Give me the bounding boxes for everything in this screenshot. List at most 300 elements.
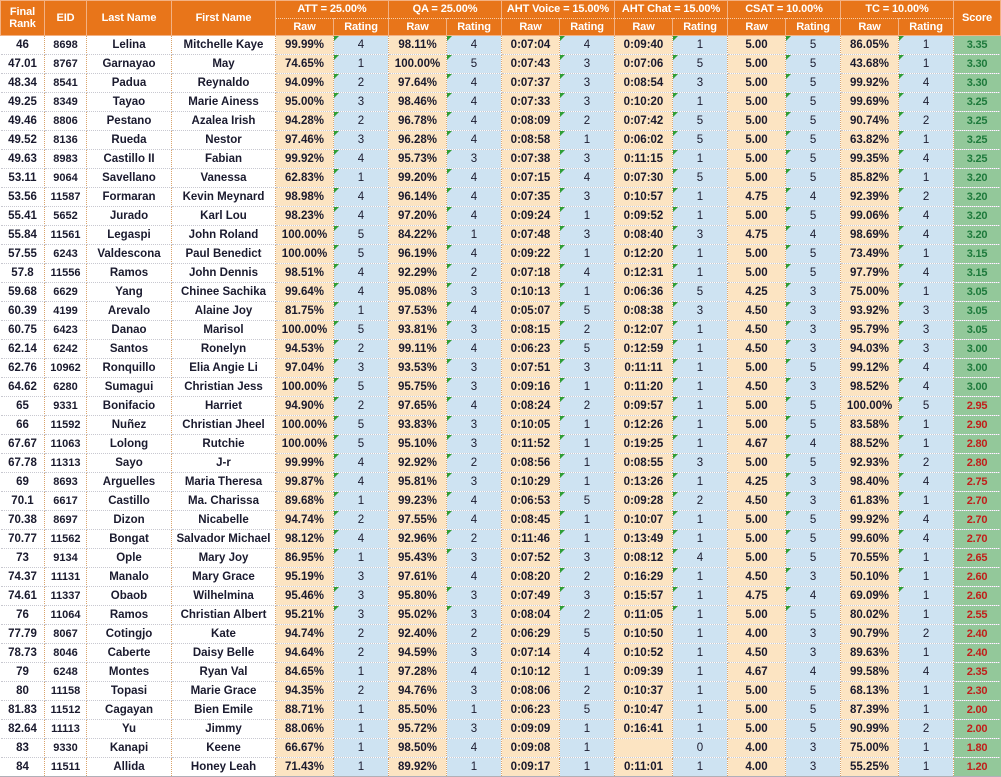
cell-tc-raw[interactable]: 89.63% bbox=[841, 644, 899, 663]
cell-ahtc-rating[interactable]: 1 bbox=[673, 264, 728, 283]
cell-ahtc-raw[interactable]: 0:09:52 bbox=[615, 207, 673, 226]
cell-tc-rating[interactable]: 2 bbox=[899, 720, 954, 739]
cell-final-rank[interactable]: 53.56 bbox=[1, 188, 45, 207]
cell-att-raw[interactable]: 95.19% bbox=[276, 568, 334, 587]
cell-csat-raw[interactable]: 5.00 bbox=[728, 359, 786, 378]
cell-csat-raw[interactable]: 5.00 bbox=[728, 416, 786, 435]
cell-csat-raw[interactable]: 4.50 bbox=[728, 492, 786, 511]
cell-ahtv-rating[interactable]: 5 bbox=[560, 340, 615, 359]
cell-csat-rating[interactable]: 3 bbox=[786, 283, 841, 302]
cell-qa-raw[interactable]: 99.23% bbox=[389, 492, 447, 511]
cell-qa-raw[interactable]: 96.78% bbox=[389, 112, 447, 131]
cell-first-name[interactable]: Kevin Meynard bbox=[172, 188, 276, 207]
cell-ahtv-rating[interactable]: 3 bbox=[560, 587, 615, 606]
cell-csat-raw[interactable]: 5.00 bbox=[728, 55, 786, 74]
cell-ahtv-rating[interactable]: 5 bbox=[560, 625, 615, 644]
cell-qa-rating[interactable]: 4 bbox=[447, 74, 502, 93]
cell-att-raw[interactable]: 98.23% bbox=[276, 207, 334, 226]
cell-first-name[interactable]: Marie Ainess bbox=[172, 93, 276, 112]
cell-csat-raw[interactable]: 5.00 bbox=[728, 36, 786, 55]
cell-final-rank[interactable]: 84 bbox=[1, 758, 45, 777]
table-row[interactable] bbox=[1, 701, 1001, 720]
cell-ahtv-raw[interactable]: 0:06:23 bbox=[502, 340, 560, 359]
cell-last-name[interactable]: Tayao bbox=[87, 93, 172, 112]
cell-qa-rating[interactable]: 4 bbox=[447, 663, 502, 682]
cell-att-rating[interactable]: 5 bbox=[334, 378, 389, 397]
column-header-csat-raw[interactable]: Raw bbox=[728, 18, 786, 36]
cell-last-name[interactable]: Arguelles bbox=[87, 473, 172, 492]
cell-qa-raw[interactable]: 95.73% bbox=[389, 150, 447, 169]
cell-qa-raw[interactable]: 92.96% bbox=[389, 530, 447, 549]
cell-eid[interactable]: 10962 bbox=[45, 359, 87, 378]
cell-ahtv-rating[interactable]: 4 bbox=[560, 36, 615, 55]
cell-csat-rating[interactable]: 5 bbox=[786, 359, 841, 378]
cell-score[interactable]: 3.20 bbox=[954, 188, 1001, 207]
cell-tc-raw[interactable]: 63.82% bbox=[841, 131, 899, 150]
column-header-score[interactable]: Score bbox=[954, 1, 1001, 36]
cell-ahtc-rating[interactable]: 5 bbox=[673, 112, 728, 131]
cell-ahtv-rating[interactable]: 1 bbox=[560, 454, 615, 473]
cell-qa-raw[interactable]: 98.11% bbox=[389, 36, 447, 55]
cell-eid[interactable]: 8697 bbox=[45, 511, 87, 530]
cell-first-name[interactable]: Marie Grace bbox=[172, 682, 276, 701]
cell-ahtv-rating[interactable]: 1 bbox=[560, 131, 615, 150]
cell-eid[interactable]: 11511 bbox=[45, 758, 87, 777]
cell-tc-rating[interactable]: 2 bbox=[899, 454, 954, 473]
cell-ahtc-rating[interactable]: 1 bbox=[673, 606, 728, 625]
cell-score[interactable]: 2.80 bbox=[954, 454, 1001, 473]
cell-eid[interactable]: 11158 bbox=[45, 682, 87, 701]
cell-csat-rating[interactable]: 3 bbox=[786, 568, 841, 587]
cell-att-rating[interactable]: 1 bbox=[334, 169, 389, 188]
cell-att-raw[interactable]: 99.99% bbox=[276, 454, 334, 473]
cell-tc-raw[interactable]: 68.13% bbox=[841, 682, 899, 701]
cell-first-name[interactable]: Rutchie bbox=[172, 435, 276, 454]
cell-final-rank[interactable]: 66 bbox=[1, 416, 45, 435]
cell-first-name[interactable]: Wilhelmina bbox=[172, 587, 276, 606]
cell-ahtc-rating[interactable]: 1 bbox=[673, 207, 728, 226]
cell-qa-rating[interactable]: 3 bbox=[447, 587, 502, 606]
cell-att-rating[interactable]: 2 bbox=[334, 511, 389, 530]
cell-qa-raw[interactable]: 98.46% bbox=[389, 93, 447, 112]
cell-ahtv-raw[interactable]: 0:06:29 bbox=[502, 625, 560, 644]
cell-tc-raw[interactable]: 75.00% bbox=[841, 739, 899, 758]
table-row[interactable] bbox=[1, 473, 1001, 492]
cell-tc-raw[interactable]: 97.79% bbox=[841, 264, 899, 283]
cell-first-name[interactable]: Salvador Michael bbox=[172, 530, 276, 549]
cell-score[interactable]: 3.20 bbox=[954, 207, 1001, 226]
cell-ahtc-raw[interactable]: 0:10:57 bbox=[615, 188, 673, 207]
column-header-lname[interactable]: Last Name bbox=[87, 1, 172, 36]
cell-csat-raw[interactable]: 4.67 bbox=[728, 663, 786, 682]
cell-att-rating[interactable]: 4 bbox=[334, 150, 389, 169]
cell-ahtc-rating[interactable]: 1 bbox=[673, 758, 728, 777]
cell-ahtc-raw[interactable] bbox=[615, 739, 673, 758]
cell-qa-rating[interactable]: 4 bbox=[447, 188, 502, 207]
cell-eid[interactable]: 9330 bbox=[45, 739, 87, 758]
cell-first-name[interactable]: Ma. Charissa bbox=[172, 492, 276, 511]
cell-ahtv-raw[interactable]: 0:06:23 bbox=[502, 701, 560, 720]
cell-ahtc-raw[interactable]: 0:09:39 bbox=[615, 663, 673, 682]
cell-last-name[interactable]: Savellano bbox=[87, 169, 172, 188]
cell-score[interactable]: 1.20 bbox=[954, 758, 1001, 777]
cell-csat-rating[interactable]: 5 bbox=[786, 93, 841, 112]
cell-ahtv-raw[interactable]: 0:10:12 bbox=[502, 663, 560, 682]
cell-ahtc-raw[interactable]: 0:12:26 bbox=[615, 416, 673, 435]
column-header-qa[interactable]: QA = 25.00% bbox=[389, 1, 502, 19]
table-row[interactable] bbox=[1, 416, 1001, 435]
cell-att-raw[interactable]: 86.95% bbox=[276, 549, 334, 568]
cell-tc-raw[interactable]: 99.92% bbox=[841, 74, 899, 93]
cell-final-rank[interactable]: 81.83 bbox=[1, 701, 45, 720]
table-row[interactable] bbox=[1, 264, 1001, 283]
cell-tc-raw[interactable]: 92.39% bbox=[841, 188, 899, 207]
cell-first-name[interactable]: Bien Emile bbox=[172, 701, 276, 720]
cell-ahtv-rating[interactable]: 4 bbox=[560, 169, 615, 188]
cell-eid[interactable]: 11113 bbox=[45, 720, 87, 739]
cell-score[interactable]: 2.30 bbox=[954, 682, 1001, 701]
table-row[interactable] bbox=[1, 150, 1001, 169]
cell-att-rating[interactable]: 1 bbox=[334, 758, 389, 777]
cell-last-name[interactable]: Caberte bbox=[87, 644, 172, 663]
cell-csat-raw[interactable]: 5.00 bbox=[728, 93, 786, 112]
cell-score[interactable]: 2.80 bbox=[954, 435, 1001, 454]
cell-qa-rating[interactable]: 4 bbox=[447, 93, 502, 112]
cell-csat-rating[interactable]: 3 bbox=[786, 340, 841, 359]
cell-ahtv-raw[interactable]: 0:10:29 bbox=[502, 473, 560, 492]
cell-att-rating[interactable]: 4 bbox=[334, 283, 389, 302]
cell-ahtv-raw[interactable]: 0:07:49 bbox=[502, 587, 560, 606]
cell-tc-raw[interactable]: 100.00% bbox=[841, 397, 899, 416]
cell-qa-rating[interactable]: 4 bbox=[447, 207, 502, 226]
cell-tc-rating[interactable]: 1 bbox=[899, 492, 954, 511]
cell-tc-raw[interactable]: 98.40% bbox=[841, 473, 899, 492]
cell-last-name[interactable]: Jurado bbox=[87, 207, 172, 226]
cell-ahtc-rating[interactable]: 3 bbox=[673, 226, 728, 245]
cell-ahtv-raw[interactable]: 0:08:20 bbox=[502, 568, 560, 587]
cell-qa-raw[interactable]: 93.53% bbox=[389, 359, 447, 378]
cell-att-raw[interactable]: 98.98% bbox=[276, 188, 334, 207]
cell-eid[interactable]: 8693 bbox=[45, 473, 87, 492]
cell-ahtv-raw[interactable]: 0:10:05 bbox=[502, 416, 560, 435]
cell-ahtc-raw[interactable]: 0:12:59 bbox=[615, 340, 673, 359]
cell-ahtc-rating[interactable]: 1 bbox=[673, 340, 728, 359]
cell-last-name[interactable]: Rueda bbox=[87, 131, 172, 150]
cell-csat-rating[interactable]: 5 bbox=[786, 454, 841, 473]
cell-score[interactable]: 2.65 bbox=[954, 549, 1001, 568]
cell-tc-raw[interactable]: 43.68% bbox=[841, 55, 899, 74]
cell-qa-raw[interactable]: 92.40% bbox=[389, 625, 447, 644]
cell-qa-raw[interactable]: 99.20% bbox=[389, 169, 447, 188]
cell-qa-raw[interactable]: 95.08% bbox=[389, 283, 447, 302]
cell-ahtc-raw[interactable]: 0:10:07 bbox=[615, 511, 673, 530]
cell-tc-rating[interactable]: 1 bbox=[899, 739, 954, 758]
cell-qa-rating[interactable]: 4 bbox=[447, 492, 502, 511]
cell-att-rating[interactable]: 5 bbox=[334, 226, 389, 245]
cell-first-name[interactable]: Elia Angie Li bbox=[172, 359, 276, 378]
cell-qa-rating[interactable]: 2 bbox=[447, 454, 502, 473]
cell-final-rank[interactable]: 70.77 bbox=[1, 530, 45, 549]
cell-att-raw[interactable]: 94.53% bbox=[276, 340, 334, 359]
cell-first-name[interactable]: Harriet bbox=[172, 397, 276, 416]
cell-final-rank[interactable]: 79 bbox=[1, 663, 45, 682]
cell-last-name[interactable]: Ramos bbox=[87, 606, 172, 625]
cell-tc-rating[interactable]: 3 bbox=[899, 321, 954, 340]
cell-att-rating[interactable]: 5 bbox=[334, 416, 389, 435]
cell-att-raw[interactable]: 95.00% bbox=[276, 93, 334, 112]
cell-csat-raw[interactable]: 5.00 bbox=[728, 549, 786, 568]
cell-qa-rating[interactable]: 4 bbox=[447, 245, 502, 264]
cell-ahtc-rating[interactable]: 1 bbox=[673, 416, 728, 435]
cell-tc-raw[interactable]: 86.05% bbox=[841, 36, 899, 55]
cell-tc-rating[interactable]: 2 bbox=[899, 112, 954, 131]
cell-eid[interactable]: 11561 bbox=[45, 226, 87, 245]
table-row[interactable] bbox=[1, 321, 1001, 340]
cell-att-rating[interactable]: 4 bbox=[334, 473, 389, 492]
cell-qa-raw[interactable]: 85.50% bbox=[389, 701, 447, 720]
cell-ahtc-raw[interactable]: 0:12:07 bbox=[615, 321, 673, 340]
cell-final-rank[interactable]: 60.39 bbox=[1, 302, 45, 321]
cell-score[interactable]: 2.90 bbox=[954, 416, 1001, 435]
table-row[interactable] bbox=[1, 568, 1001, 587]
cell-csat-rating[interactable]: 3 bbox=[786, 492, 841, 511]
cell-ahtc-raw[interactable]: 0:11:11 bbox=[615, 359, 673, 378]
cell-ahtc-rating[interactable]: 4 bbox=[673, 549, 728, 568]
cell-qa-raw[interactable]: 99.11% bbox=[389, 340, 447, 359]
column-header-tc[interactable]: TC = 10.00% bbox=[841, 1, 954, 19]
cell-qa-rating[interactable]: 3 bbox=[447, 359, 502, 378]
cell-ahtv-rating[interactable]: 3 bbox=[560, 226, 615, 245]
table-row[interactable] bbox=[1, 758, 1001, 777]
cell-att-rating[interactable]: 5 bbox=[334, 435, 389, 454]
cell-qa-raw[interactable]: 97.64% bbox=[389, 74, 447, 93]
cell-tc-raw[interactable]: 95.79% bbox=[841, 321, 899, 340]
cell-last-name[interactable]: Dizon bbox=[87, 511, 172, 530]
cell-ahtc-rating[interactable]: 1 bbox=[673, 682, 728, 701]
cell-tc-rating[interactable]: 1 bbox=[899, 568, 954, 587]
column-header-rank[interactable]: Final Rank bbox=[1, 1, 45, 36]
cell-qa-rating[interactable]: 3 bbox=[447, 644, 502, 663]
cell-last-name[interactable]: Obaob bbox=[87, 587, 172, 606]
cell-eid[interactable]: 8541 bbox=[45, 74, 87, 93]
cell-last-name[interactable]: Manalo bbox=[87, 568, 172, 587]
cell-first-name[interactable]: Honey Leah bbox=[172, 758, 276, 777]
cell-ahtv-rating[interactable]: 4 bbox=[560, 644, 615, 663]
cell-first-name[interactable]: Ryan Val bbox=[172, 663, 276, 682]
cell-first-name[interactable]: Azalea Irish bbox=[172, 112, 276, 131]
cell-last-name[interactable]: Castillo bbox=[87, 492, 172, 511]
cell-csat-rating[interactable]: 5 bbox=[786, 131, 841, 150]
cell-qa-raw[interactable]: 95.10% bbox=[389, 435, 447, 454]
column-header-ahtc-raw[interactable]: Raw bbox=[615, 18, 673, 36]
cell-last-name[interactable]: Montes bbox=[87, 663, 172, 682]
cell-csat-raw[interactable]: 4.75 bbox=[728, 587, 786, 606]
cell-qa-raw[interactable]: 97.65% bbox=[389, 397, 447, 416]
cell-att-rating[interactable]: 4 bbox=[334, 530, 389, 549]
cell-eid[interactable]: 11562 bbox=[45, 530, 87, 549]
cell-ahtc-raw[interactable]: 0:07:42 bbox=[615, 112, 673, 131]
cell-csat-raw[interactable]: 5.00 bbox=[728, 682, 786, 701]
cell-ahtc-rating[interactable]: 1 bbox=[673, 435, 728, 454]
cell-first-name[interactable]: Fabian bbox=[172, 150, 276, 169]
cell-tc-rating[interactable]: 1 bbox=[899, 245, 954, 264]
cell-eid[interactable]: 6617 bbox=[45, 492, 87, 511]
cell-eid[interactable]: 11064 bbox=[45, 606, 87, 625]
cell-qa-raw[interactable]: 92.92% bbox=[389, 454, 447, 473]
cell-att-rating[interactable]: 1 bbox=[334, 739, 389, 758]
cell-csat-raw[interactable]: 4.50 bbox=[728, 378, 786, 397]
table-row[interactable] bbox=[1, 55, 1001, 74]
cell-eid[interactable]: 8806 bbox=[45, 112, 87, 131]
cell-ahtv-rating[interactable]: 5 bbox=[560, 492, 615, 511]
cell-last-name[interactable]: Padua bbox=[87, 74, 172, 93]
cell-first-name[interactable]: Nicabelle bbox=[172, 511, 276, 530]
cell-csat-raw[interactable]: 4.25 bbox=[728, 473, 786, 492]
cell-csat-raw[interactable]: 5.00 bbox=[728, 530, 786, 549]
cell-final-rank[interactable]: 82.64 bbox=[1, 720, 45, 739]
cell-ahtc-raw[interactable]: 0:13:26 bbox=[615, 473, 673, 492]
cell-att-raw[interactable]: 99.64% bbox=[276, 283, 334, 302]
table-row[interactable] bbox=[1, 511, 1001, 530]
cell-ahtc-raw[interactable]: 0:08:40 bbox=[615, 226, 673, 245]
cell-ahtv-raw[interactable]: 0:07:18 bbox=[502, 264, 560, 283]
cell-csat-rating[interactable]: 4 bbox=[786, 435, 841, 454]
cell-first-name[interactable]: Christian Jheel bbox=[172, 416, 276, 435]
cell-att-raw[interactable]: 94.74% bbox=[276, 625, 334, 644]
cell-score[interactable]: 3.05 bbox=[954, 283, 1001, 302]
cell-ahtc-rating[interactable]: 1 bbox=[673, 568, 728, 587]
cell-att-raw[interactable]: 62.83% bbox=[276, 169, 334, 188]
cell-ahtv-raw[interactable]: 0:08:15 bbox=[502, 321, 560, 340]
cell-tc-rating[interactable]: 1 bbox=[899, 416, 954, 435]
cell-score[interactable]: 3.25 bbox=[954, 131, 1001, 150]
cell-final-rank[interactable]: 74.37 bbox=[1, 568, 45, 587]
cell-final-rank[interactable]: 62.76 bbox=[1, 359, 45, 378]
cell-tc-rating[interactable]: 1 bbox=[899, 701, 954, 720]
cell-score[interactable]: 2.95 bbox=[954, 397, 1001, 416]
cell-ahtv-raw[interactable]: 0:07:33 bbox=[502, 93, 560, 112]
cell-qa-rating[interactable]: 3 bbox=[447, 378, 502, 397]
cell-ahtc-raw[interactable]: 0:10:52 bbox=[615, 644, 673, 663]
cell-score[interactable]: 3.15 bbox=[954, 264, 1001, 283]
cell-csat-raw[interactable]: 5.00 bbox=[728, 264, 786, 283]
cell-qa-rating[interactable]: 3 bbox=[447, 549, 502, 568]
cell-first-name[interactable]: Ronelyn bbox=[172, 340, 276, 359]
cell-tc-rating[interactable]: 4 bbox=[899, 378, 954, 397]
cell-first-name[interactable]: Reynaldo bbox=[172, 74, 276, 93]
cell-tc-rating[interactable]: 4 bbox=[899, 74, 954, 93]
cell-csat-rating[interactable]: 5 bbox=[786, 55, 841, 74]
cell-qa-rating[interactable]: 4 bbox=[447, 112, 502, 131]
cell-final-rank[interactable]: 83 bbox=[1, 739, 45, 758]
cell-first-name[interactable]: Vanessa bbox=[172, 169, 276, 188]
cell-att-raw[interactable]: 95.21% bbox=[276, 606, 334, 625]
cell-qa-raw[interactable]: 93.83% bbox=[389, 416, 447, 435]
cell-qa-raw[interactable]: 95.43% bbox=[389, 549, 447, 568]
cell-final-rank[interactable]: 49.63 bbox=[1, 150, 45, 169]
cell-tc-raw[interactable]: 98.52% bbox=[841, 378, 899, 397]
cell-ahtv-raw[interactable]: 0:07:51 bbox=[502, 359, 560, 378]
column-header-qa-rating[interactable]: Rating bbox=[447, 18, 502, 36]
cell-csat-raw[interactable]: 5.00 bbox=[728, 207, 786, 226]
cell-first-name[interactable]: Paul Benedict bbox=[172, 245, 276, 264]
cell-csat-raw[interactable]: 5.00 bbox=[728, 112, 786, 131]
cell-tc-raw[interactable]: 98.69% bbox=[841, 226, 899, 245]
cell-tc-raw[interactable]: 85.82% bbox=[841, 169, 899, 188]
table-row[interactable] bbox=[1, 397, 1001, 416]
cell-final-rank[interactable]: 69 bbox=[1, 473, 45, 492]
cell-ahtv-rating[interactable]: 3 bbox=[560, 359, 615, 378]
cell-ahtv-rating[interactable]: 3 bbox=[560, 93, 615, 112]
table-row[interactable] bbox=[1, 644, 1001, 663]
cell-tc-raw[interactable]: 90.74% bbox=[841, 112, 899, 131]
cell-first-name[interactable]: Chinee Sachika bbox=[172, 283, 276, 302]
cell-csat-rating[interactable]: 4 bbox=[786, 663, 841, 682]
cell-ahtv-rating[interactable]: 1 bbox=[560, 720, 615, 739]
cell-tc-raw[interactable]: 90.99% bbox=[841, 720, 899, 739]
cell-eid[interactable]: 6243 bbox=[45, 245, 87, 264]
cell-ahtv-raw[interactable]: 0:07:04 bbox=[502, 36, 560, 55]
cell-qa-rating[interactable]: 3 bbox=[447, 682, 502, 701]
cell-qa-rating[interactable]: 3 bbox=[447, 473, 502, 492]
cell-final-rank[interactable]: 70.38 bbox=[1, 511, 45, 530]
table-row[interactable] bbox=[1, 302, 1001, 321]
cell-qa-rating[interactable]: 1 bbox=[447, 701, 502, 720]
cell-csat-raw[interactable]: 5.00 bbox=[728, 169, 786, 188]
cell-csat-raw[interactable]: 5.00 bbox=[728, 150, 786, 169]
cell-ahtc-rating[interactable]: 1 bbox=[673, 397, 728, 416]
cell-csat-raw[interactable]: 5.00 bbox=[728, 454, 786, 473]
cell-csat-rating[interactable]: 3 bbox=[786, 378, 841, 397]
cell-final-rank[interactable]: 78.73 bbox=[1, 644, 45, 663]
cell-qa-rating[interactable]: 3 bbox=[447, 606, 502, 625]
cell-ahtc-rating[interactable]: 5 bbox=[673, 55, 728, 74]
cell-first-name[interactable]: Nestor bbox=[172, 131, 276, 150]
cell-ahtc-rating[interactable]: 1 bbox=[673, 530, 728, 549]
cell-qa-rating[interactable]: 4 bbox=[447, 739, 502, 758]
cell-ahtc-rating[interactable]: 3 bbox=[673, 74, 728, 93]
cell-first-name[interactable]: Mary Grace bbox=[172, 568, 276, 587]
cell-att-raw[interactable]: 100.00% bbox=[276, 416, 334, 435]
cell-eid[interactable]: 6242 bbox=[45, 340, 87, 359]
cell-eid[interactable]: 8046 bbox=[45, 644, 87, 663]
cell-att-rating[interactable]: 2 bbox=[334, 74, 389, 93]
cell-att-rating[interactable]: 1 bbox=[334, 663, 389, 682]
cell-final-rank[interactable]: 62.14 bbox=[1, 340, 45, 359]
cell-qa-raw[interactable]: 95.80% bbox=[389, 587, 447, 606]
cell-att-rating[interactable]: 3 bbox=[334, 93, 389, 112]
cell-ahtv-raw[interactable]: 0:11:52 bbox=[502, 435, 560, 454]
cell-ahtc-rating[interactable]: 1 bbox=[673, 644, 728, 663]
cell-eid[interactable]: 11512 bbox=[45, 701, 87, 720]
cell-final-rank[interactable]: 55.41 bbox=[1, 207, 45, 226]
table-row[interactable] bbox=[1, 587, 1001, 606]
cell-first-name[interactable]: Daisy Belle bbox=[172, 644, 276, 663]
cell-tc-raw[interactable]: 50.10% bbox=[841, 568, 899, 587]
cell-eid[interactable]: 8067 bbox=[45, 625, 87, 644]
cell-ahtc-raw[interactable]: 0:11:01 bbox=[615, 758, 673, 777]
cell-tc-raw[interactable]: 99.58% bbox=[841, 663, 899, 682]
cell-ahtv-rating[interactable]: 4 bbox=[560, 264, 615, 283]
cell-last-name[interactable]: Legaspi bbox=[87, 226, 172, 245]
cell-ahtv-raw[interactable]: 0:07:14 bbox=[502, 644, 560, 663]
cell-tc-rating[interactable]: 4 bbox=[899, 511, 954, 530]
cell-tc-raw[interactable]: 75.00% bbox=[841, 283, 899, 302]
cell-ahtv-rating[interactable]: 1 bbox=[560, 530, 615, 549]
cell-last-name[interactable]: Nuñez bbox=[87, 416, 172, 435]
cell-first-name[interactable]: Maria Theresa bbox=[172, 473, 276, 492]
cell-ahtv-raw[interactable]: 0:11:46 bbox=[502, 530, 560, 549]
